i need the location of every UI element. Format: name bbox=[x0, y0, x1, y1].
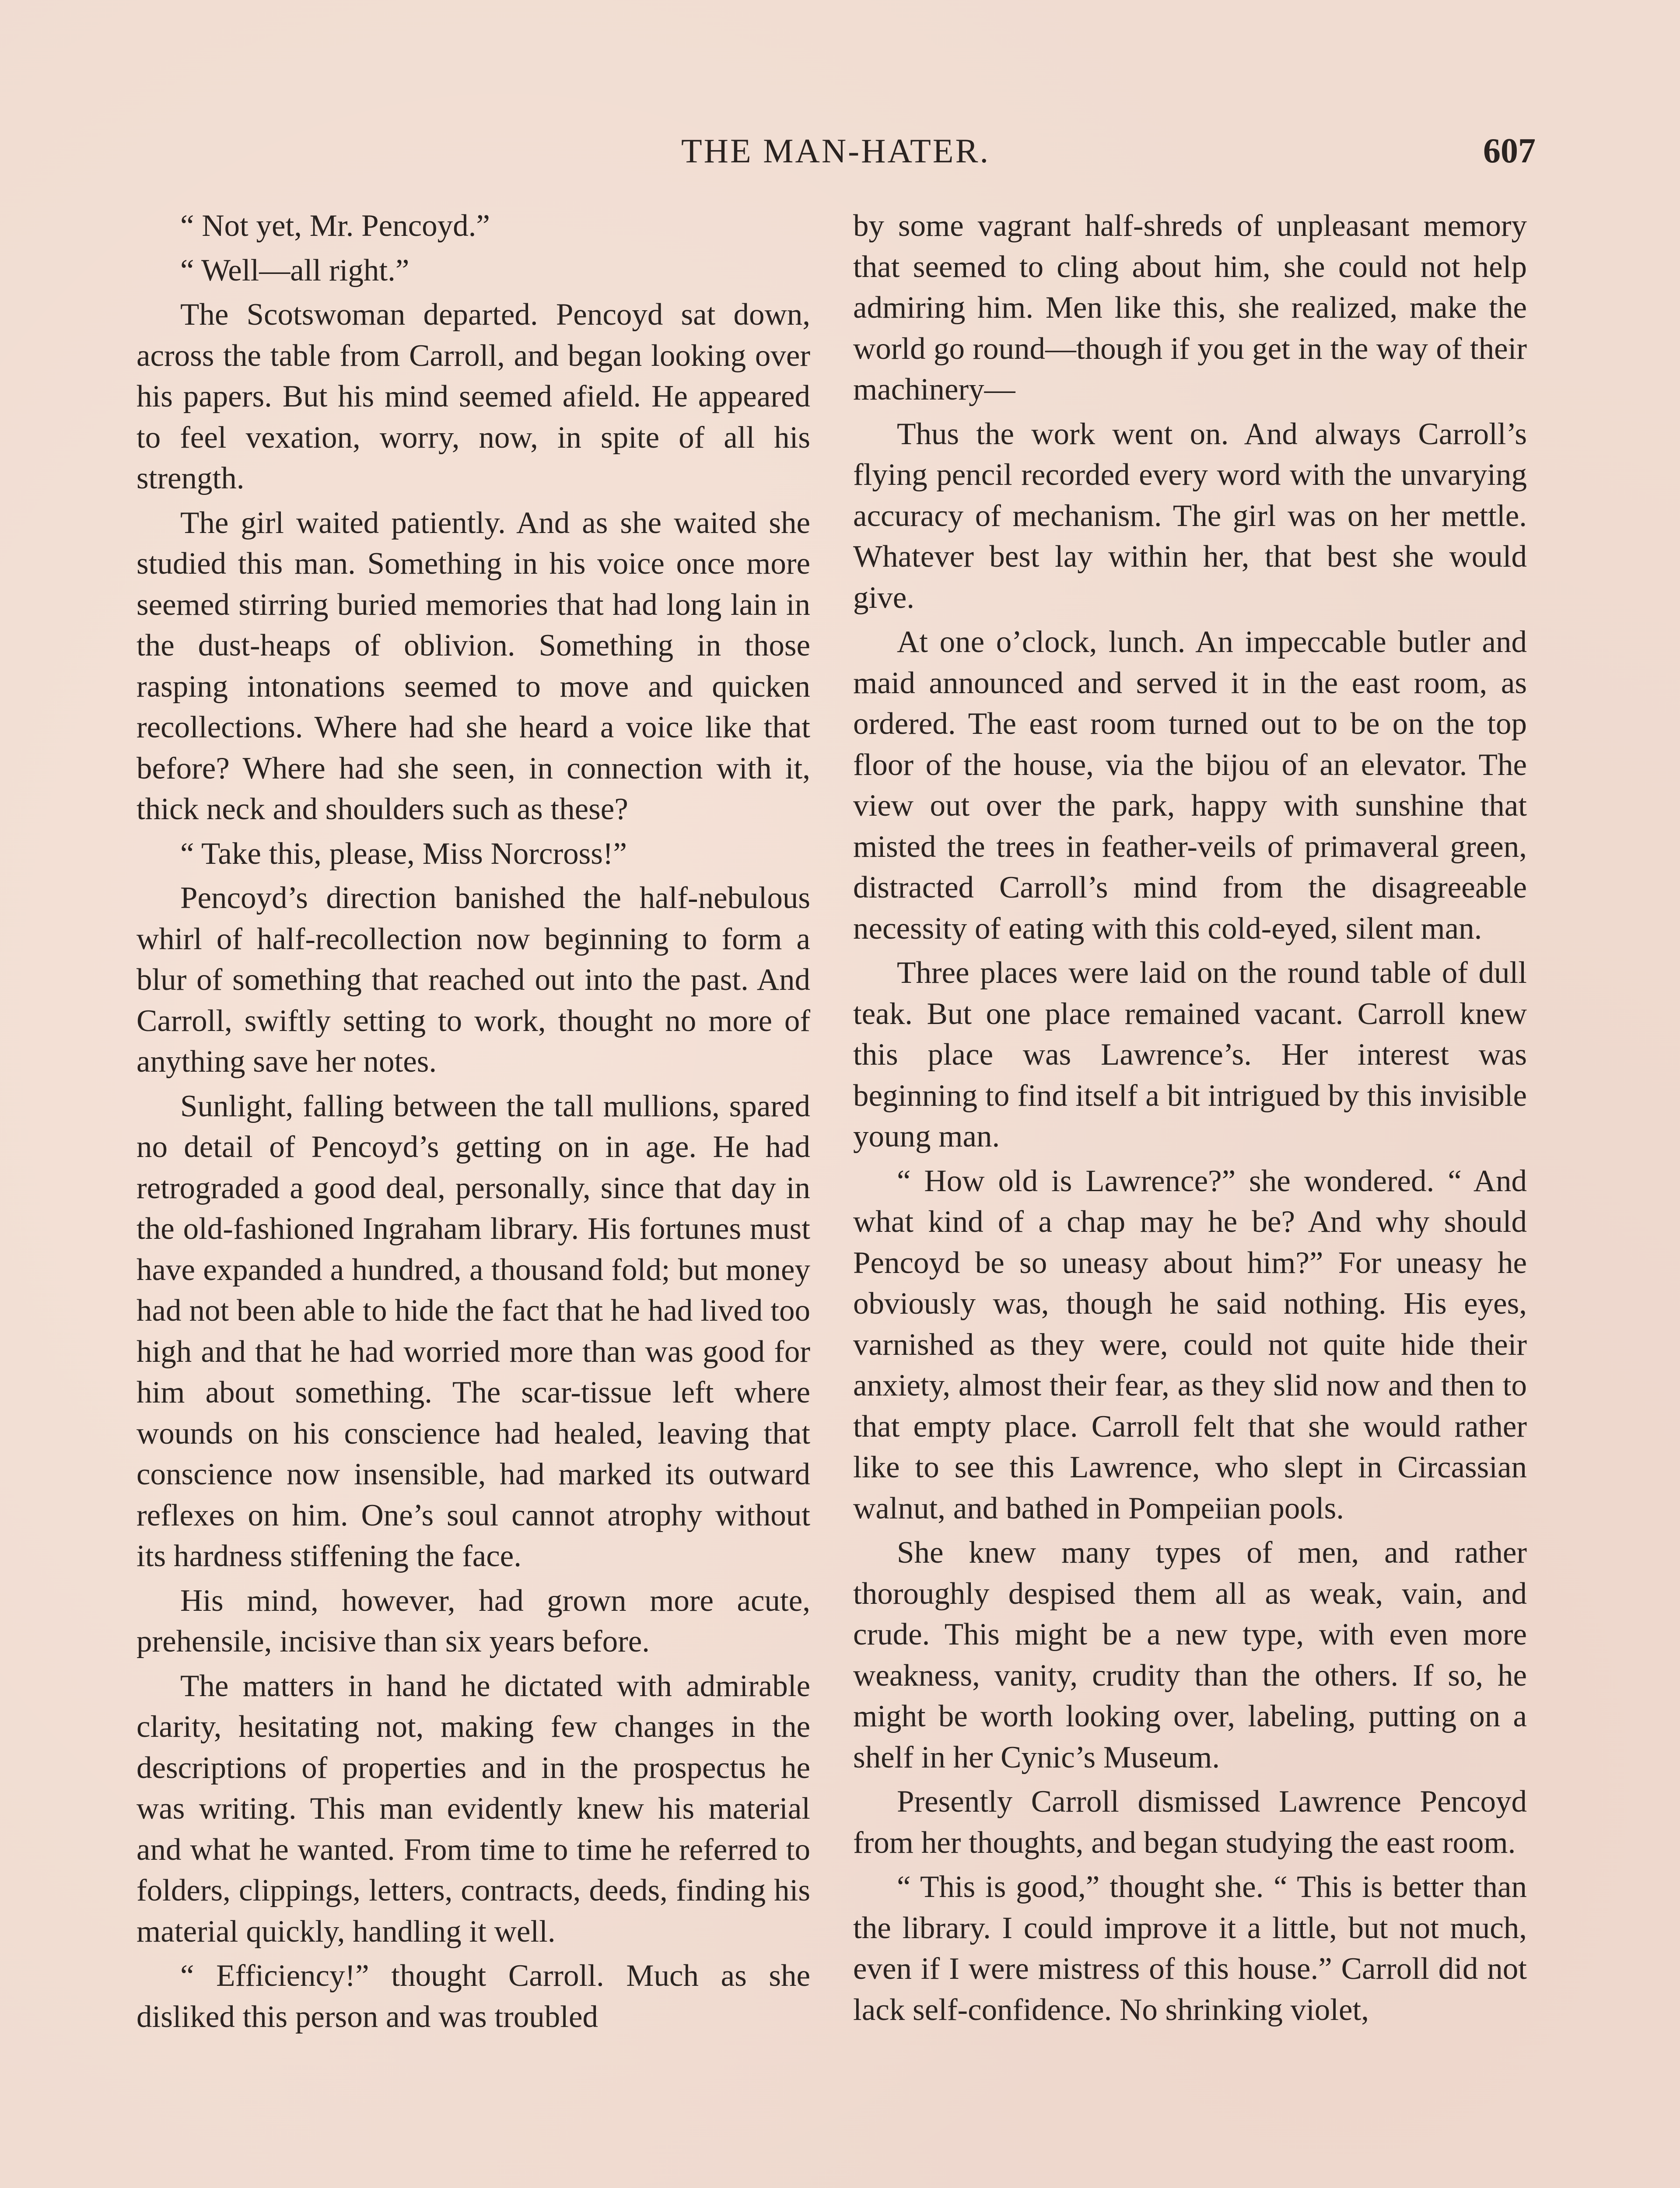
page-number: 607 bbox=[1483, 132, 1536, 170]
paragraph: “ Well—all right.” bbox=[180, 253, 410, 288]
paragraph: The matters in hand he dictated with admirable clarity, hesitating not, making few changes in the descriptions of properties and in the prospectus he was writing. This man evidently knew his material and what he wanted. From time to time he referred to folders, clippings, letters, contracts, deeds, finding his material quickly, handling it well. bbox=[136, 1669, 810, 1949]
paragraph: Presently Carroll dismissed Lawrence Pencoyd from her thoughts, and began studying the east room. bbox=[853, 1785, 1527, 1860]
paragraph: Pencoyd’s direction banished the half-nebulous whirl of half-recollection now beginning to form a blur of something that reached out into the past. And Carroll, swiftly setting to work, thought no more of anything save her notes. bbox=[136, 881, 810, 1079]
paragraph: by some vagrant half-shreds of unpleasant memory that seemed to cling about him, she could not help admiring him. Men like this, she realized, make the world go round—though if you get in the way of their machinery— bbox=[853, 209, 1527, 407]
paragraph: “ Take this, please, Miss Norcross!” bbox=[180, 836, 627, 871]
paragraph: “ How old is Lawrence?” she wondered. “ And what kind of a chap may he be? And why should Pencoyd be so uneasy about him?” For uneasy he obviously was, though he said nothing. His eyes, varnished as they were, could not quite hide their anxiety, almost their fear, as they slid now and then to that empty place. Carroll felt that she would rather like to see this Lawrence, who slept in Circassian walnut, and bathed in Pompeiian pools. bbox=[853, 1164, 1527, 1525]
running-head bbox=[136, 131, 1536, 179]
left-column bbox=[136, 206, 810, 2041]
paragraph: “ Efficiency!” thought Carroll. Much as she disliked this person and was troubled bbox=[136, 1959, 810, 2034]
paragraph: Three places were laid on the round table of dull teak. But one place remained vacant. Carroll knew this place was Lawrence’s. Her interest was beginning to find itself a bit intrigued by this invisible young man. bbox=[853, 956, 1527, 1154]
paragraph: She knew many types of men, and rather thoroughly despised them all as weak, vain, and crude. This might be a new type, with even more weakness, vanity, crudity than the others. If so, he might be worth looking over, labeling, putting on a shelf in her Cynic’s Museum. bbox=[853, 1536, 1527, 1774]
paragraph: The girl waited patiently. And as she waited she studied this man. Something in his voice once more seemed stirring buried memories that had long lain in the dust-heaps of oblivion. Something in those rasping intonations seemed to move and quicken recollections. Where had she heard a voice like that before? Where had she seen, in connection with it, thick neck and shoulders such as these? bbox=[136, 505, 810, 826]
paragraph: “ Not yet, Mr. Pencoyd.” bbox=[180, 209, 490, 243]
paragraph: Thus the work went on. And always Carroll’s flying pencil recorded every word with the unvarying accuracy of mechanism. The girl was on her mettle. Whatever best lay within her, that best she would give. bbox=[853, 417, 1527, 615]
paragraph: At one o’clock, lunch. An impeccable butler and maid announced and served it in the east room, as ordered. The east room turned out to be on the top floor of the house, via the bijou of an elevator. The view out over the park, happy with sunshine that misted the trees in feather-veils of primaveral green, distracted Carroll’s mind from the disagreeable necessity of eating with this cold-eyed, silent man. bbox=[853, 625, 1527, 946]
running-title: THE MAN-HATER. bbox=[681, 132, 990, 170]
paragraph: His mind, however, had grown more acute, prehensile, incisive than six years before. bbox=[136, 1583, 810, 1659]
right-column bbox=[853, 206, 1527, 2034]
paragraph: Sunlight, falling between the tall mullions, spared no detail of Pencoyd’s getting on in age. He had retrograded a good deal, personally, since that day in the old-fashioned Ingraham library. His fortunes must have expanded a hundred, a thousand fold; but money had not been able to hide the fact that he had lived too high and that he had worried more than was good for him about something. The scar-tissue left where wounds on his conscience had healed, leaving that conscience now insensible, had marked its outward reflexes on him. One’s soul cannot atrophy without its hardness stiffening the face. bbox=[136, 1089, 810, 1573]
paragraph: “ This is good,” thought she. “ This is better than the library. I could improve it a little, but not much, even if I were mistress of this house.” Carroll did not lack self-confidence. No shrinking violet, bbox=[853, 1870, 1527, 2027]
paragraph: The Scotswoman departed. Pencoyd sat down, across the table from Carroll, and began looking over his papers. But his mind seemed afield. He appeared to feel vexation, worry, now, in spite of all his strength. bbox=[136, 298, 810, 495]
